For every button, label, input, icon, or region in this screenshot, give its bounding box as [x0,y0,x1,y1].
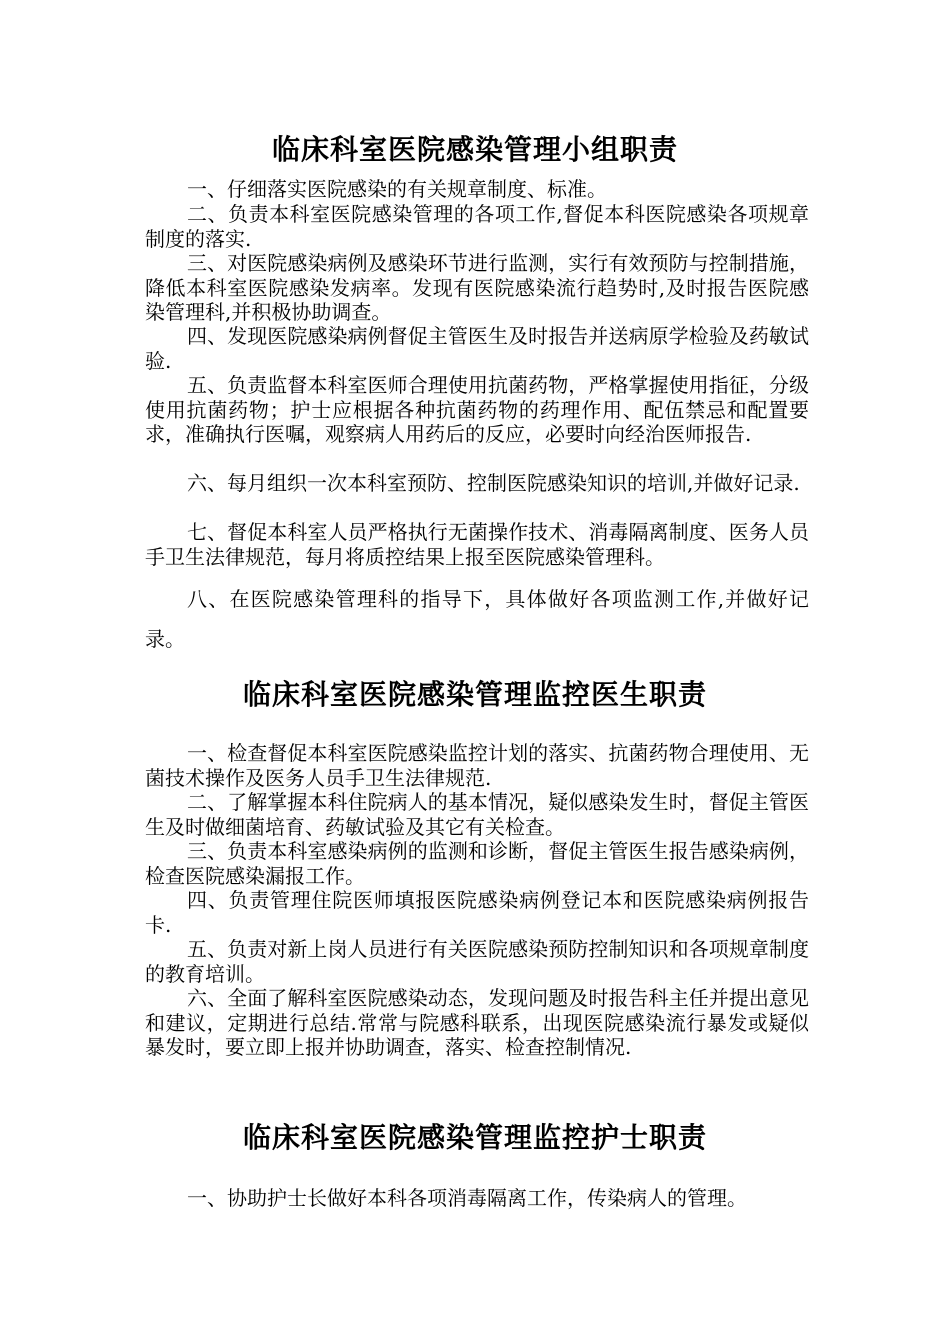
paragraph-group-duty-5: 五、负责监督本科室医师合理使用抗菌药物，严格掌握使用指征，分级使用抗菌药物；护士应根据各种抗菌药物的药理作用、配伍禁忌和配置要求，准确执行医嘱，观察病人用药后的反应，必要时向经治医师报告. [145,373,809,446]
paragraph-group-duty-3: 三、对医院感染病例及感染环节进行监测，实行有效预防与控制措施，降低本科室医院感染发病率。发现有医院感染流行趋势时,及时报告医院感染管理科,并积极协助调查。 [145,251,809,324]
paragraph-nurse-duty-1: 一、协助护士长做好本科各项消毒隔离工作，传染病人的管理。 [187,1186,747,1210]
paragraph-doctor-duty-3: 三、负责本科室感染病例的监测和诊断，督促主管医生报告感染病例，检查医院感染漏报工作。 [145,839,809,888]
paragraph-group-duty-4: 四、发现医院感染病例督促主管医生及时报告并送病原学检验及药敏试验. [145,324,809,373]
paragraph-group-duty-8: 八、在医院感染管理科的指导下，具体做好各项监测工作,并做好记录。 [145,587,809,651]
paragraph-doctor-duty-4: 四、负责管理住院医师填报医院感染病例登记本和医院感染病例报告卡. [145,888,809,937]
section-title-doctor-duties: 临床科室医院感染管理监控医生职责 [242,678,707,711]
paragraph-doctor-duty-1: 一、检查督促本科室医院感染监控计划的落实、抗菌药物合理使用、无菌技术操作及医务人员手卫生法律规范. [145,741,809,790]
paragraph-group-duty-7: 七、督促本科室人员严格执行无菌操作技术、消毒隔离制度、医务人员手卫生法律规范，每月将质控结果上报至医院感染管理科。 [145,520,809,569]
paragraph-group-duty-1: 一、仔细落实医院感染的有关规章制度、标准。 [187,177,607,201]
section-title-infection-group: 临床科室医院感染管理小组职责 [271,133,678,166]
paragraph-group-duty-2: 二、负责本科室医院感染管理的各项工作,督促本科医院感染各项规章制度的落实. [145,202,809,251]
paragraph-doctor-duty-6: 六、全面了解科室医院感染动态，发现问题及时报告科主任并提出意见和建议，定期进行总结.常常与院感科联系，出现医院感染流行暴发或疑似暴发时，要立即上报并协助调查，落实、检查控制情况. [145,986,809,1059]
paragraph-group-duty-6: 六、每月组织一次本科室预防、控制医院感染知识的培训,并做好记录. [187,471,800,495]
paragraph-doctor-duty-2: 二、了解掌握本科住院病人的基本情况，疑似感染发生时，督促主管医生及时做细菌培育、药敏试验及其它有关检查。 [145,790,809,839]
section-title-nurse-duties: 临床科室医院感染管理监控护士职责 [242,1121,707,1154]
paragraph-doctor-duty-5: 五、负责对新上岗人员进行有关医院感染预防控制知识和各项规章制度的教育培训。 [145,937,809,986]
